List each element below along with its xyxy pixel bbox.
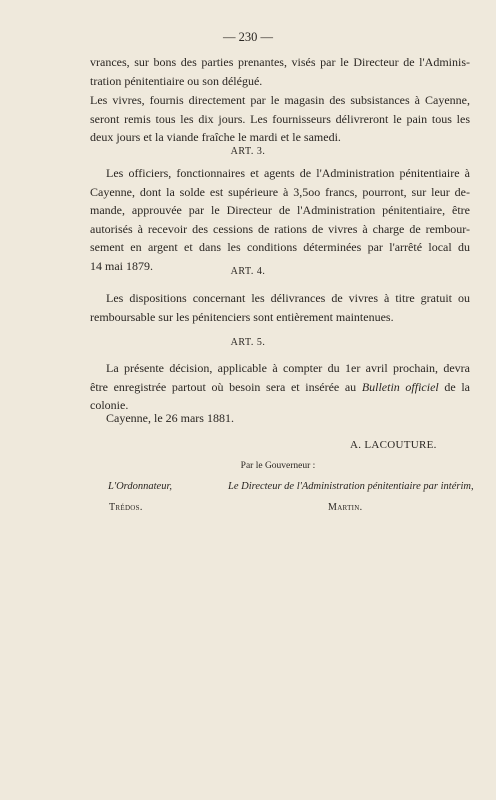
paragraph-4 xyxy=(90,289,470,326)
par-le-gouverneur: Par le Gouverneur : xyxy=(240,461,316,471)
text-line: remboursable sur les pénitenciers sont entièrement maintenues. xyxy=(90,309,394,324)
article-heading-3: ART. 3. xyxy=(230,146,266,157)
text-line: tration pénitentiaire ou son délégué. xyxy=(90,73,263,88)
text-line: Les vivres, fournis directement par le magasin des subsistances à Cayenne, xyxy=(90,93,470,107)
text-line: autorisés à recevoir des cessions de rations de vivres à charge de rembour- xyxy=(90,221,470,236)
text-line xyxy=(90,378,470,397)
text-line: seront remis tous les dix jours. Les fournisseurs délivreront le pain tous les xyxy=(90,111,470,126)
ordonnateur-name: Trédos. xyxy=(109,502,143,513)
text-fragment: être enregistrée partout où besoin sera et insérée au xyxy=(90,379,362,394)
text-fragment: de la xyxy=(438,379,470,394)
directeur-title: Le Directeur de l'Administration pénitentiaire par intérim, xyxy=(228,481,474,492)
text-line: Cayenne, dont la solde est supérieure à 3,5oo francs, pourront, sur leur de- xyxy=(90,184,470,199)
signatory-name: A. LACOUTURE. xyxy=(350,439,437,451)
article-heading-5: ART. 5. xyxy=(230,337,266,348)
text-line: La présente décision, applicable à compter du 1er avril prochain, devra xyxy=(106,361,470,375)
text-line: deux jours et la viande fraîche le mardi et le samedi. xyxy=(90,130,341,145)
page-number: — 230 — xyxy=(223,30,273,44)
text-line: colonie. xyxy=(90,398,129,413)
paragraph-2 xyxy=(90,91,470,147)
text-line: sement en argent et dans les conditions déterminées par l'arrêté local du xyxy=(90,240,470,255)
text-line: Les officiers, fonctionnaires et agents de l'Administration pénitentiaire à xyxy=(106,166,470,180)
text-line: Les dispositions concernant les délivrances de vivres à titre gratuit ou xyxy=(106,291,470,305)
article-heading-4: ART. 4. xyxy=(230,266,266,277)
ordonnateur-title: L'Ordonnateur, xyxy=(108,481,172,492)
date-line: Cayenne, le 26 mars 1881. xyxy=(106,411,234,425)
text-line: vrances, sur bons des parties prenantes, visés par le Directeur de l'Adminis- xyxy=(90,55,470,69)
paragraph-1 xyxy=(90,53,470,90)
text-line: 14 mai 1879. xyxy=(90,258,153,273)
paragraph-5 xyxy=(90,359,470,415)
text-line: mande, approuvée par le Directeur de l'Administration pénitentiaire, être xyxy=(90,203,470,218)
paragraph-3 xyxy=(90,164,470,276)
italic-title: Bulletin officiel xyxy=(361,379,439,394)
directeur-name: Martin. xyxy=(328,502,363,513)
